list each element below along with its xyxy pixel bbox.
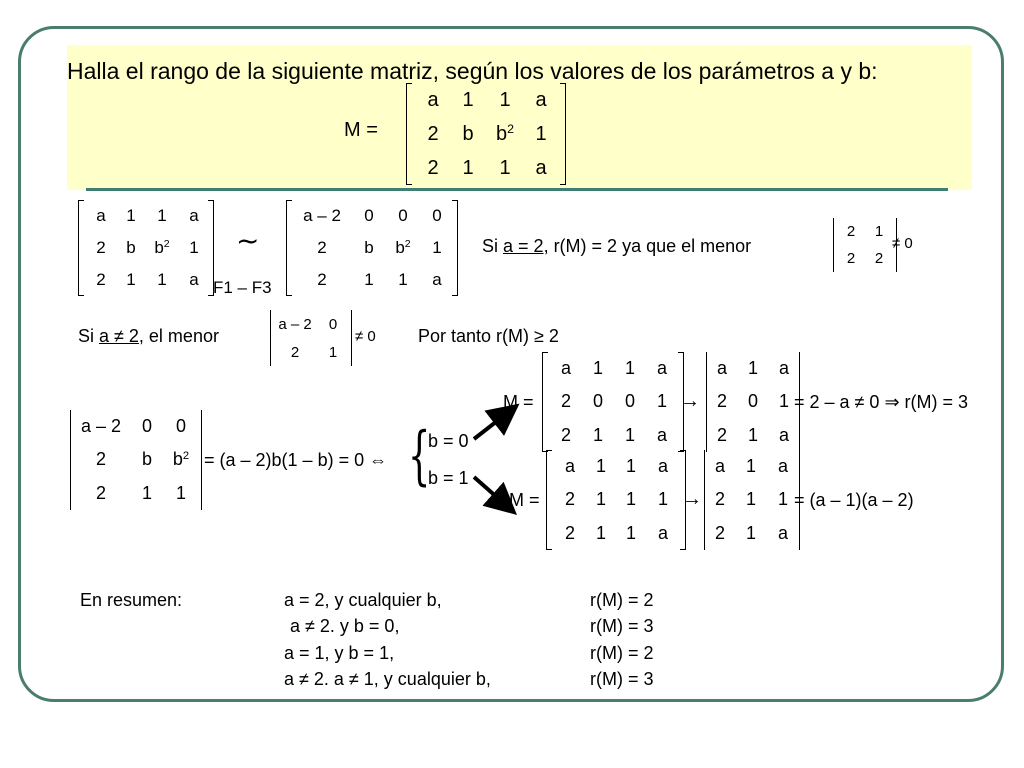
matrix-m bbox=[406, 83, 566, 185]
matrix-m-label: M = bbox=[344, 119, 378, 141]
summary-rank: r(M) = 3 bbox=[590, 616, 654, 636]
matrix-cell: a – 2 bbox=[303, 206, 341, 225]
branch-b1-minor bbox=[704, 450, 800, 550]
matrix-cell: 2 bbox=[874, 250, 884, 267]
branch-b0-minor bbox=[706, 352, 800, 452]
bracket-left bbox=[78, 200, 84, 296]
matrix-cell: a bbox=[778, 358, 789, 379]
det-bar-left bbox=[706, 352, 707, 452]
branch-b0-arrow: → bbox=[680, 390, 700, 412]
matrix-cell: 2 bbox=[564, 522, 575, 543]
branch-b1-label: M = bbox=[509, 490, 540, 510]
case-a2-condition: a = 2 bbox=[503, 236, 544, 256]
summary-cond: a ≠ 2. y b = 0, bbox=[290, 616, 400, 636]
branch-b0-matrix bbox=[542, 352, 684, 452]
summary-cond: a = 1, y b = 1, bbox=[284, 643, 395, 663]
equivalence-tilde: ~ bbox=[236, 224, 260, 257]
matrix-cell: $b^2$ bbox=[172, 449, 190, 470]
summary-cond: a ≠ 2. a ≠ 1, y cualquier b, bbox=[284, 669, 491, 689]
case-not2-condition: a ≠ 2 bbox=[99, 326, 139, 346]
matrix-cell: 2 bbox=[560, 391, 571, 412]
matrix-cell: 1 bbox=[595, 456, 606, 477]
option-b1: b = 1 bbox=[428, 468, 469, 488]
det-bar-right bbox=[201, 410, 202, 510]
option-b0: b = 0 bbox=[428, 431, 469, 451]
branch-b0-result: = 2 – a ≠ 0 ⇒ r(M) = 3 bbox=[794, 392, 969, 412]
bracket-left bbox=[546, 450, 552, 550]
matrix-cell: 1 bbox=[141, 482, 152, 503]
arrow-to-b1-branch bbox=[474, 477, 508, 507]
cases-brace: { bbox=[408, 419, 431, 493]
bracket-right bbox=[560, 83, 566, 185]
matrix-cell: b bbox=[462, 122, 474, 145]
matrix-cell: 2 bbox=[714, 522, 725, 543]
rank-conclusion: Por tanto r(M) ≥ 2 bbox=[418, 326, 559, 346]
matrix-cell: b bbox=[364, 238, 374, 257]
summary-cond: a = 2, y cualquier b, bbox=[284, 590, 442, 610]
matrix-cell: 2 bbox=[716, 391, 727, 412]
matrix-cell: 2 bbox=[846, 250, 856, 267]
matrix-cell: 2 bbox=[96, 238, 106, 257]
summary-rank: r(M) = 2 bbox=[590, 643, 654, 663]
matrix-cell: 0 bbox=[624, 391, 635, 412]
matrix-cell: b bbox=[126, 238, 136, 257]
matrix-cell: 1 bbox=[624, 424, 635, 445]
det-bar-left bbox=[833, 218, 834, 272]
matrix-cell: 1 bbox=[745, 489, 756, 510]
matrix-cell: $b^2$ bbox=[154, 238, 170, 257]
matrix-cell: 2 bbox=[716, 424, 727, 445]
minor-case-a2 bbox=[833, 218, 897, 272]
matrix-cell: 1 bbox=[745, 456, 756, 477]
matrix-cell: 1 bbox=[874, 223, 884, 240]
matrix-cell: 2 bbox=[96, 270, 106, 289]
matrix-cell: a bbox=[716, 358, 727, 379]
matrix-cell: 2 bbox=[317, 238, 327, 257]
matrix-cell: a bbox=[560, 358, 571, 379]
matrix-cell: 0 bbox=[364, 206, 374, 225]
matrix-cell: 2 bbox=[95, 449, 106, 470]
matrix-cell: 1 bbox=[535, 122, 547, 145]
matrix-cell: 1 bbox=[777, 489, 788, 510]
matrix-cell: 1 bbox=[462, 88, 474, 111]
arrow-to-b0-branch bbox=[474, 411, 510, 439]
matrix-cell: a bbox=[777, 522, 788, 543]
matrix-cell: a bbox=[657, 522, 668, 543]
matrix-cell: 2 bbox=[95, 482, 106, 503]
det-bar-left bbox=[704, 450, 705, 550]
matrix-cell: 0 bbox=[398, 206, 408, 225]
det-bar-left bbox=[70, 410, 71, 510]
branch-b0-label: M = bbox=[503, 392, 534, 412]
matrix-cell: $b^2$ bbox=[395, 238, 411, 257]
minor-case-not2 bbox=[270, 310, 352, 366]
branch-b1-result: = (a – 1)(a – 2) bbox=[794, 490, 914, 510]
matrix-cell: 1 bbox=[432, 238, 442, 257]
matrix-cell: a – 2 bbox=[278, 315, 312, 333]
matrix-cell: 1 bbox=[462, 156, 474, 179]
matrix-cell: a bbox=[714, 456, 725, 477]
matrix-cell: 1 bbox=[747, 424, 758, 445]
bracket-left bbox=[286, 200, 292, 296]
matrix-cell: 1 bbox=[657, 489, 668, 510]
branch-b1-matrix bbox=[546, 450, 686, 550]
matrix-cell: 1 bbox=[126, 270, 136, 289]
matrix-cell: 1 bbox=[592, 358, 603, 379]
matrix-cell: 1 bbox=[398, 270, 408, 289]
matrix-cell: 0 bbox=[328, 315, 338, 333]
matrix-cell: 2 bbox=[290, 343, 300, 361]
matrix-cell: a bbox=[778, 424, 789, 445]
matrix-cell: a bbox=[656, 358, 667, 379]
matrix-cell: 2 bbox=[560, 424, 571, 445]
case-a2-text: Si a = 2, r(M) = 2 ya que el menor bbox=[482, 236, 752, 256]
det-bar-right bbox=[351, 310, 352, 366]
det-bar-left bbox=[270, 310, 271, 366]
matrix-cell: a bbox=[427, 88, 439, 111]
matrix-cell: a bbox=[656, 424, 667, 445]
bracket-left bbox=[542, 352, 548, 452]
matrix-cell: 1 bbox=[625, 456, 636, 477]
matrix-cell: 1 bbox=[595, 489, 606, 510]
matrix-cell: 0 bbox=[175, 416, 186, 437]
case-not2-text: Si a ≠ 2, el menor bbox=[78, 326, 219, 346]
det-equation: = (a – 2)b(1 – b) = 0 ⇔ bbox=[204, 450, 388, 470]
matrix-cell: 1 bbox=[126, 206, 136, 225]
matrix-cell: 1 bbox=[499, 156, 511, 179]
matrix-cell: 2 bbox=[564, 489, 575, 510]
matrix-cell: 2 bbox=[427, 122, 439, 145]
summary-rank: r(M) = 3 bbox=[590, 669, 654, 689]
matrix-cell: 1 bbox=[499, 88, 511, 111]
matrix-cell: 1 bbox=[624, 358, 635, 379]
branch-b1-arrow: → bbox=[682, 488, 702, 510]
matrix-cell: a bbox=[189, 206, 199, 225]
matrix-cell: 2 bbox=[846, 223, 856, 240]
matrix-cell: a bbox=[432, 270, 442, 289]
case-a2-neq: ≠ 0 bbox=[892, 235, 913, 252]
summary-heading: En resumen: bbox=[80, 590, 183, 610]
bracket-left bbox=[406, 83, 412, 185]
matrix-cell: a bbox=[564, 456, 575, 477]
matrix-cell: 1 bbox=[364, 270, 374, 289]
row-operation: F1 – F3 bbox=[213, 278, 272, 297]
matrix-reduced bbox=[286, 200, 458, 296]
matrix-cell: 2 bbox=[714, 489, 725, 510]
slide-title: Halla el rango de la siguiente matriz, según los valores de los parámetros a y b: bbox=[67, 58, 878, 84]
matrix-cell: a – 2 bbox=[80, 416, 122, 437]
matrix-cell: 1 bbox=[175, 482, 186, 503]
det-3x3 bbox=[70, 410, 202, 510]
matrix-cell: 1 bbox=[625, 522, 636, 543]
matrix-cell: 1 bbox=[625, 489, 636, 510]
matrix-cell: 0 bbox=[592, 391, 603, 412]
matrix-cell: a bbox=[657, 456, 668, 477]
bracket-right bbox=[452, 200, 458, 296]
matrix-cell: 1 bbox=[157, 206, 167, 225]
matrix-cell: 1 bbox=[157, 270, 167, 289]
matrix-cell: a bbox=[96, 206, 106, 225]
matrix-cell: 0 bbox=[747, 391, 758, 412]
matrix-cell: 2 bbox=[317, 270, 327, 289]
summary-rank: r(M) = 2 bbox=[590, 590, 654, 610]
matrix-cell: $b^2$ bbox=[495, 121, 515, 145]
matrix-cell: 1 bbox=[778, 391, 789, 412]
matrix-cell: 1 bbox=[595, 522, 606, 543]
matrix-cell: b bbox=[141, 449, 152, 470]
matrix-cell: a bbox=[535, 88, 547, 111]
matrix-cell: 1 bbox=[328, 343, 338, 361]
matrix-cell: 1 bbox=[592, 424, 603, 445]
case-not2-neq: ≠ 0 bbox=[355, 328, 376, 345]
matrix-cell: 1 bbox=[189, 238, 199, 257]
matrix-cell: 1 bbox=[747, 358, 758, 379]
matrix-cell: a bbox=[189, 270, 199, 289]
matrix-cell: a bbox=[535, 156, 547, 179]
matrix-cell: 1 bbox=[656, 391, 667, 412]
matrix-cell: a bbox=[777, 456, 788, 477]
separator-line bbox=[86, 188, 948, 191]
matrix-cell: 2 bbox=[427, 156, 439, 179]
matrix-cell: 0 bbox=[141, 416, 152, 437]
matrix-cell: 0 bbox=[432, 206, 442, 225]
matrix-original bbox=[78, 200, 214, 296]
matrix-cell: 1 bbox=[745, 522, 756, 543]
